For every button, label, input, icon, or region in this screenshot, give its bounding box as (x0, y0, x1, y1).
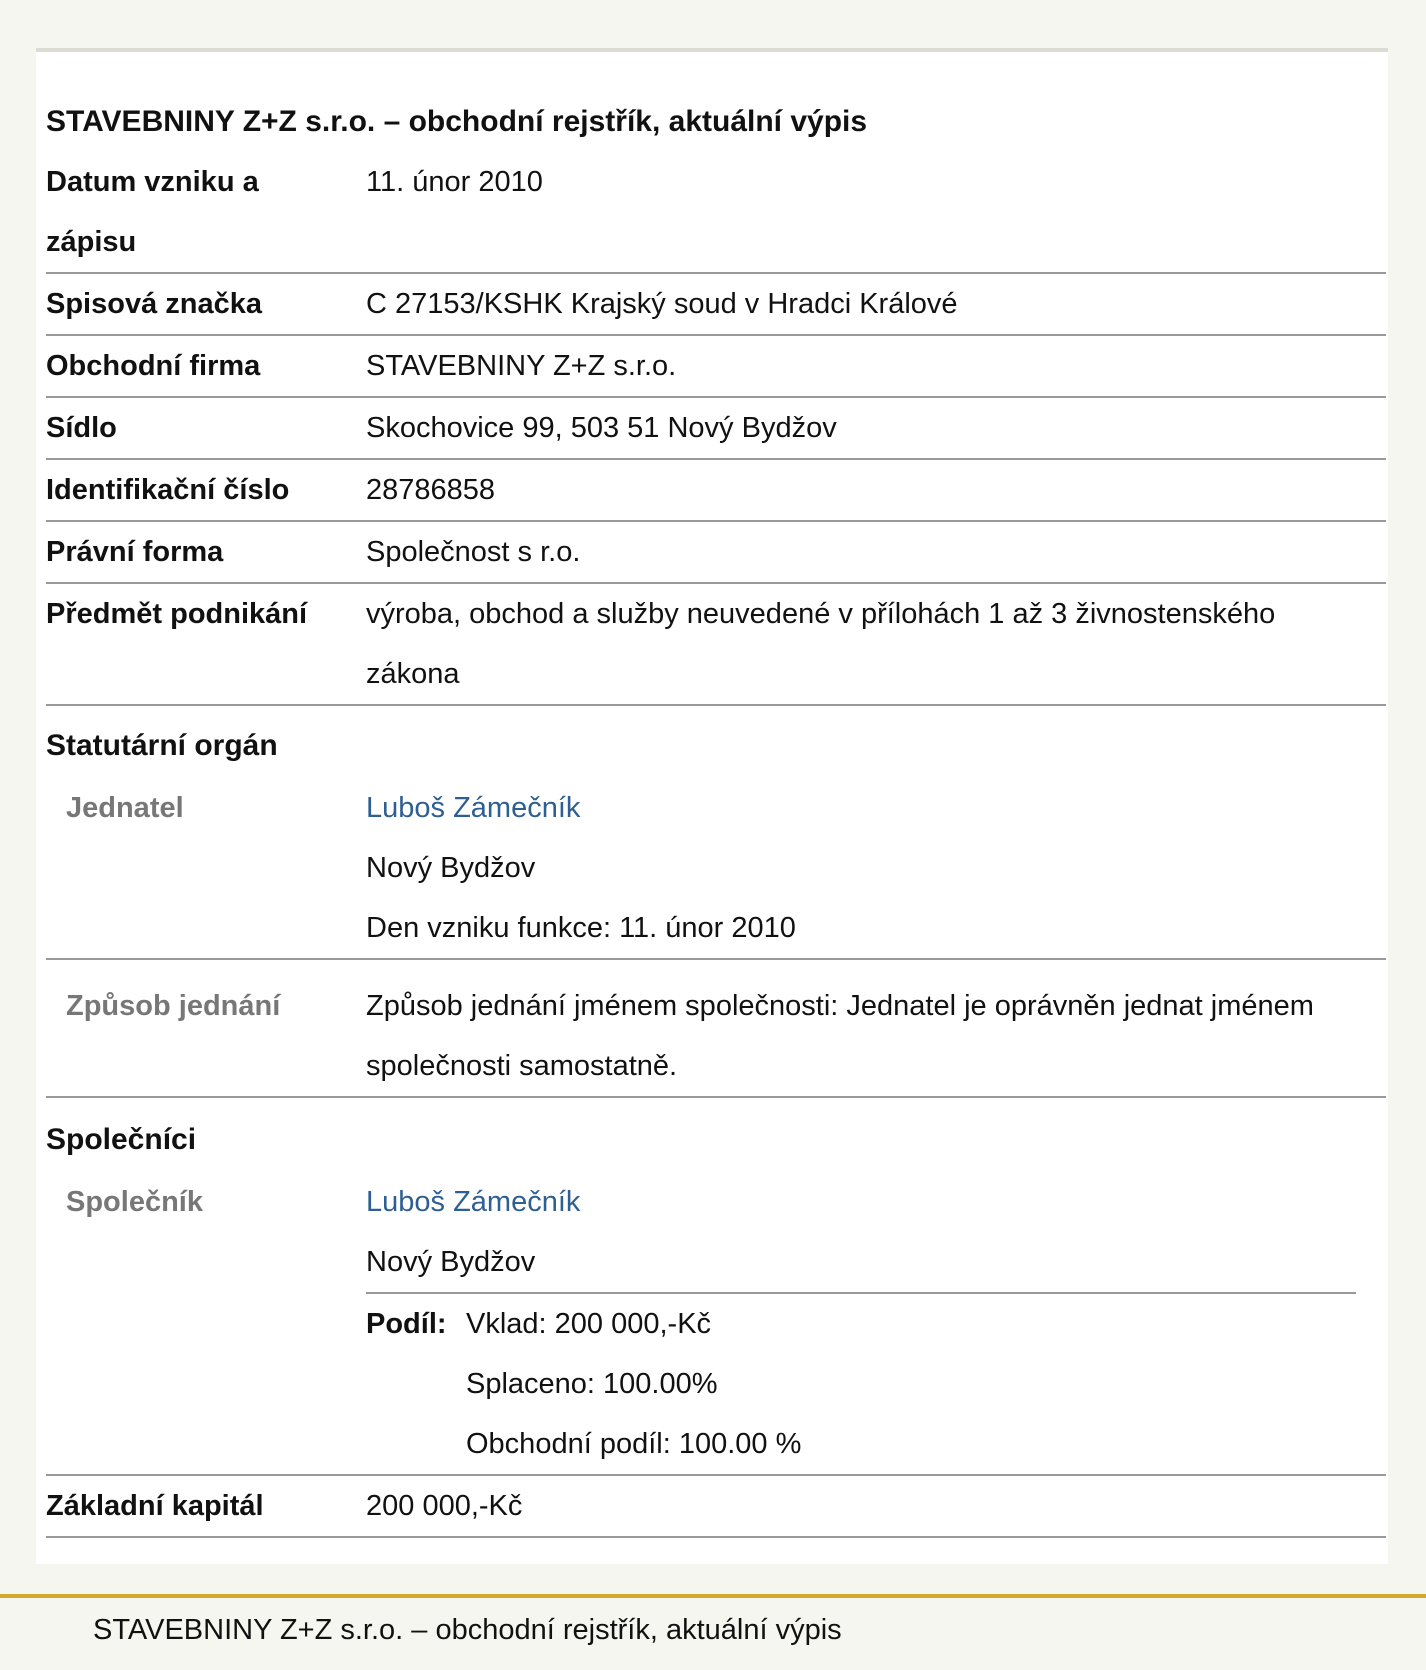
row-label: Datum vzniku a zápisu (46, 166, 259, 258)
row-value: Společnost s r.o. (366, 536, 581, 568)
row-value: Skochovice 99, 503 51 Nový Bydžov (366, 412, 837, 444)
row-label: Spisová značka (46, 288, 262, 320)
jednatel-city: Nový Bydžov (366, 852, 536, 884)
row-sidlo (46, 398, 1386, 460)
spolecnik-name-link[interactable]: Luboš Zámečník (366, 1186, 581, 1218)
jednatel-details (366, 778, 1386, 958)
podil-obchodni-podil: Obchodní podíl: 100.00 % (466, 1428, 802, 1460)
row-value: 28786858 (366, 474, 496, 506)
row-zakladni-kapital (46, 1476, 1386, 1538)
registry-card (36, 48, 1388, 1564)
jednatel-name-link[interactable]: Luboš Zámečník (366, 792, 581, 824)
row-predmet-podnikani (46, 584, 1386, 706)
row-datum-vzniku (46, 152, 1386, 274)
kapital-value: 200 000,-Kč (366, 1490, 523, 1522)
row-jednatel (46, 778, 1386, 960)
podil-block (366, 1294, 1386, 1474)
spolecnik-city: Nový Bydžov (366, 1246, 536, 1278)
row-value: STAVEBNINY Z+Z s.r.o. (366, 350, 677, 382)
row-label: Právní forma (46, 536, 224, 568)
row-spolecnik (46, 1172, 1386, 1476)
row-spisova-znacka (46, 274, 1386, 336)
podil-splaceno: Splaceno: 100.00% (466, 1368, 718, 1400)
podil-values (466, 1294, 801, 1474)
row-value: C 27153/KSHK Krajský soud v Hradci Králové (366, 288, 958, 320)
row-label: Obchodní firma (46, 350, 261, 382)
jednatel-since: Den vzniku funkce: 11. únor 2010 (366, 912, 796, 944)
footer (0, 1594, 1426, 1670)
registry-content (46, 92, 1386, 1538)
row-label: Předmět podnikání (46, 598, 308, 630)
row-label: Identifikační číslo (46, 474, 290, 506)
row-value: 11. únor 2010 (366, 166, 543, 198)
section-spolecnici: Společníci (46, 1123, 197, 1156)
podil-label: Podíl: (366, 1308, 447, 1340)
kapital-label: Základní kapitál (46, 1490, 264, 1522)
row-obchodni-firma (46, 336, 1386, 398)
footer-title: STAVEBNINY Z+Z s.r.o. – obchodní rejstřík, aktuální výpis (93, 1614, 842, 1646)
row-value: výroba, obchod a služby neuvedené v přílohách 1 až 3 živnostenského zákona (366, 598, 1276, 690)
spolecnik-details (366, 1172, 1386, 1474)
row-pravni-forma (46, 522, 1386, 584)
section-statutarni-organ: Statutární orgán (46, 729, 278, 762)
row-label: Sídlo (46, 412, 117, 444)
zpusob-label: Způsob jednání (66, 990, 281, 1022)
page-title: STAVEBNINY Z+Z s.r.o. – obchodní rejstřík, aktuální výpis (46, 105, 868, 138)
zpusob-value: Způsob jednání jménem společnosti: Jednatel je oprávněn jednat jménem společnosti samostatně. (366, 990, 1314, 1082)
spolecnik-label: Společník (66, 1186, 203, 1218)
row-ico (46, 460, 1386, 522)
podil-vklad: Vklad: 200 000,-Kč (466, 1308, 712, 1340)
row-zpusob-jednani (46, 960, 1386, 1098)
jednatel-label: Jednatel (66, 792, 184, 824)
